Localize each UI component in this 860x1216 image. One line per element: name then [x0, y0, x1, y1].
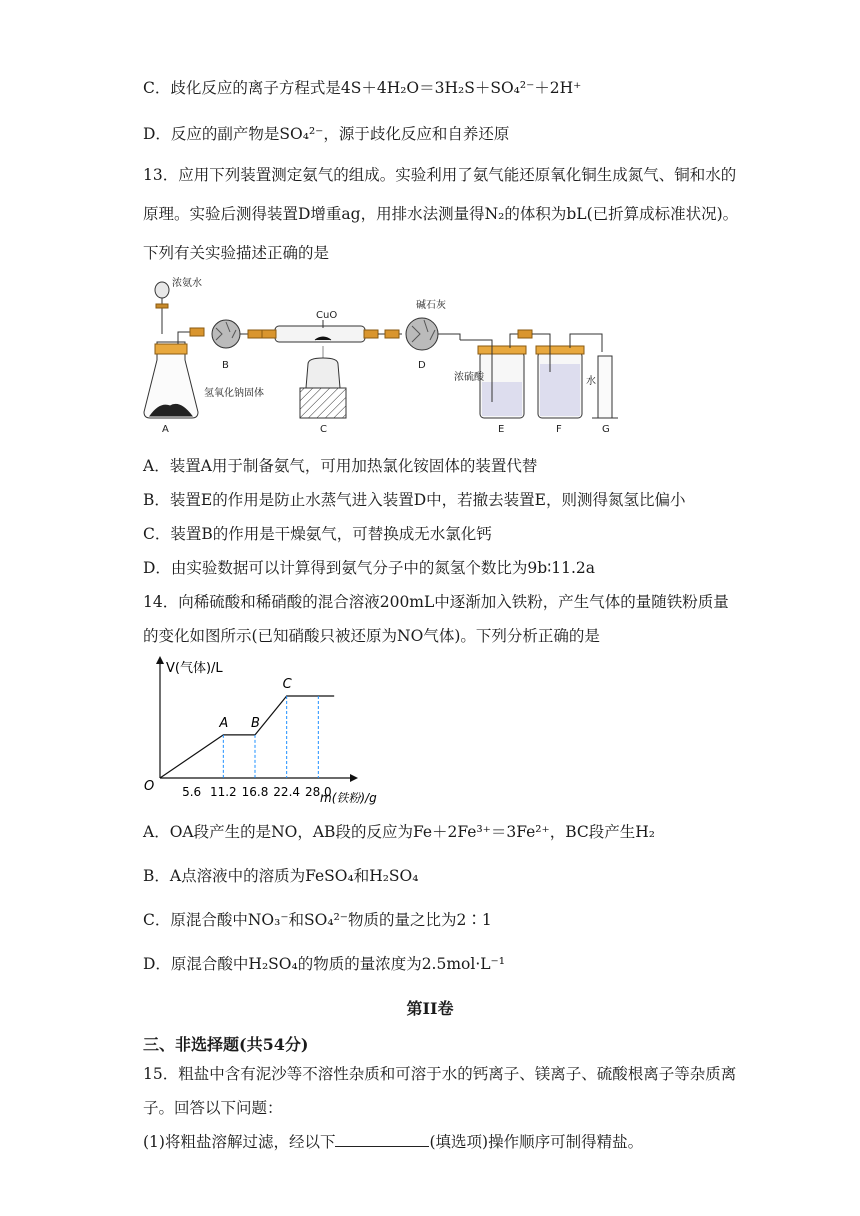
- label-cuo: CuO: [316, 310, 338, 321]
- answer-blank[interactable]: [335, 1132, 429, 1147]
- q15-sub1: [143, 1132, 643, 1152]
- label-G: G: [602, 424, 610, 435]
- q14-option-b: B．A点溶液中的溶质为FeSO₄和H₂SO₄: [143, 867, 419, 885]
- label-B: B: [222, 360, 229, 371]
- q13-stem-line3: 下列有关实验描述正确的是: [143, 244, 330, 262]
- q15-stem-line2: 子。回答以下问题：: [143, 1099, 283, 1117]
- label-water: 水: [586, 376, 596, 387]
- q13-option-c: C．装置B的作用是干燥氨气，可替换成无水氯化钙: [143, 525, 492, 543]
- q12-option-c: C．歧化反应的离子方程式是4S＋4H₂O＝3H₂S＋SO₄²⁻＋2H⁺: [143, 79, 582, 97]
- x-tick-label-4: 28.0: [304, 785, 332, 799]
- label-D: D: [418, 360, 426, 371]
- x-tick-label-3: 22.4: [273, 785, 301, 799]
- label-F: F: [556, 424, 562, 435]
- point-label-A: A: [219, 715, 229, 731]
- y-axis-arrow: [156, 656, 164, 664]
- q15-sub1-suffix: (填选项)操作顺序可制得精盐。: [429, 1133, 644, 1151]
- q12-option-d: D．反应的副产物是SO₄²⁻，源于歧化反应和自养还原: [143, 125, 510, 143]
- x-tick-label-2: 16.8: [241, 785, 269, 799]
- gas-volume-line: [160, 696, 334, 778]
- q14-stem-line2: 的变化如图所示(已知硝酸只被还原为NO气体)。下列分析正确的是: [143, 627, 600, 645]
- q13-option-d: D．由实验数据可以计算得到氨气分子中的氮氢个数比为9b∶11.2a: [143, 559, 595, 577]
- gas-volume-chart: [140, 652, 420, 810]
- label-ammonia: 浓氨水: [172, 278, 202, 289]
- volume-title: 第II卷: [406, 999, 454, 1018]
- x-axis-arrow: [350, 774, 358, 782]
- point-label-B: B: [251, 715, 260, 731]
- q15-sub1-prefix: (1)将粗盐溶解过滤，经以下: [143, 1133, 336, 1151]
- section-heading: 三、非选择题(共54分): [143, 1035, 309, 1054]
- q13-stem-line1: 13．应用下列装置测定氨气的组成。实验利用了氨气能还原氧化铜生成氮气、铜和水的: [143, 166, 737, 184]
- label-sodalime: 碱石灰: [416, 300, 446, 311]
- x-tick-label-0: 5.6: [182, 785, 202, 799]
- q14-stem-line1: 14．向稀硫酸和稀硝酸的混合溶液200mL中逐渐加入铁粉，产生气体的量随铁粉质量: [143, 593, 729, 611]
- label-C: C: [320, 424, 327, 435]
- q14-option-d: D．原混合酸中H₂SO₄的物质的量浓度为2.5mol·L⁻¹: [143, 955, 505, 973]
- x-axis-label: m(铁粉)/g: [320, 791, 377, 805]
- q15-stem-line1: 15．粗盐中含有泥沙等不溶性杂质和可溶于水的钙离子、镁离子、硫酸根离子等杂质离: [143, 1065, 737, 1083]
- q13-stem-line2: 原理。实验后测得装置D增重ag，用排水法测量得N₂的体积为bL(已折算成标准状况)。: [143, 205, 739, 223]
- point-label-C: C: [282, 677, 292, 692]
- label-h2so4: 浓硫酸: [454, 372, 484, 383]
- apparatus-figure: [140, 272, 630, 442]
- label-E: E: [498, 424, 505, 435]
- x-tick-label-1: 11.2: [209, 785, 237, 799]
- q14-option-c: C．原混合酸中NO₃⁻和SO₄²⁻物质的量之比为2∶1: [143, 911, 492, 929]
- label-A: A: [162, 424, 169, 435]
- y-axis-label: V(气体)/L: [166, 661, 223, 676]
- q14-option-a: A．OA段产生的是NO，AB段的反应为Fe＋2Fe³⁺＝3Fe²⁺，BC段产生H₂: [143, 823, 655, 841]
- q13-option-b: B．装置E的作用是防止水蒸气进入装置D中，若撤去装置E，则测得氮氢比偏小: [143, 491, 686, 509]
- label-naoh: 氢氧化钠固体: [204, 388, 264, 399]
- origin-label: O: [144, 779, 155, 794]
- q13-option-a: A．装置A用于制备氨气，可用加热氯化铵固体的装置代替: [143, 457, 538, 475]
